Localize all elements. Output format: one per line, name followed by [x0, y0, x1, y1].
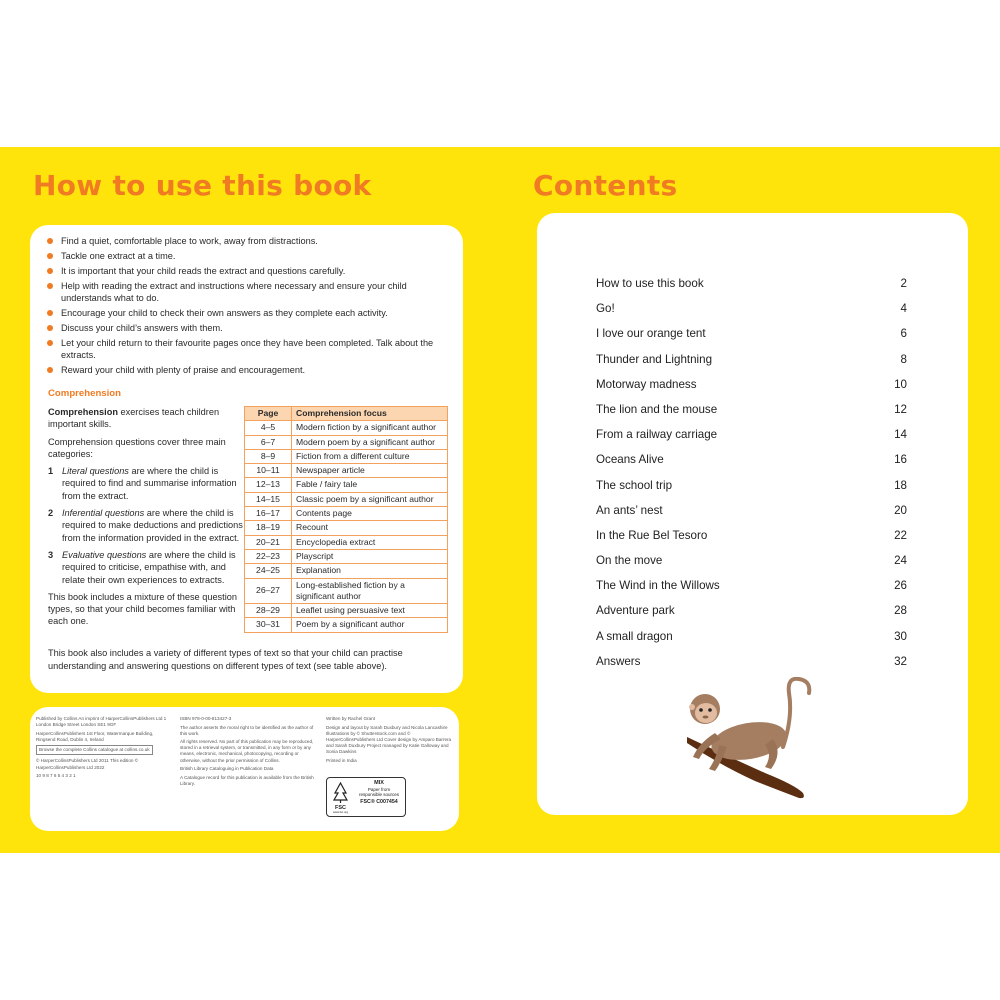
- table-row: [245, 618, 448, 632]
- toc-entry: [596, 422, 907, 447]
- list-item: Reward your child with plenty of praise and encouragement.: [44, 364, 439, 377]
- catalogue-link-box: Browse the complete Collins catalogue at collins.co.uk: [36, 745, 153, 755]
- toc-title: On the move: [596, 554, 663, 568]
- table-cell-page: 4–5: [245, 421, 292, 435]
- table-row: [245, 464, 448, 478]
- list-item: It is important that your child reads the extract and questions carefully.: [44, 265, 439, 278]
- column-header-page: Page: [245, 407, 292, 421]
- question-type-item: 2 Inferential questions are where the child is required to make deductions and predictions from the information provided in the extract.: [48, 508, 243, 543]
- toc-entry: [596, 296, 907, 321]
- bullet-dot-icon: [47, 340, 53, 346]
- toc-page-number: 18: [894, 478, 907, 492]
- svg-text:FSC: FSC: [335, 805, 346, 811]
- comprehension-heading: Comprehension: [48, 388, 122, 399]
- fsc-tree-icon: [331, 781, 350, 814]
- list-item: Help with reading the extract and instructions where necessary and ensure your child understands what to do.: [44, 280, 439, 305]
- table-cell-focus: Contents page: [292, 507, 448, 521]
- table-header-row: [245, 407, 448, 421]
- table-cell-page: 30–31: [245, 618, 292, 632]
- toc-page-number: 12: [894, 402, 907, 416]
- table-cell-focus: Leaflet using persuasive text: [292, 604, 448, 618]
- table-row: [245, 564, 448, 578]
- toc-title: Go!: [596, 302, 615, 316]
- table-cell-page: 18–19: [245, 521, 292, 535]
- closing-paragraph: This book also includes a variety of different types of text so that your child can practise understanding and answering questions on different types of text (see table above).: [48, 648, 403, 671]
- table-row: [245, 535, 448, 549]
- contents-card: [537, 213, 968, 815]
- bullet-dot-icon: [47, 310, 53, 316]
- table-cell-focus: Encyclopedia extract: [292, 535, 448, 549]
- toc-entry: [596, 271, 907, 296]
- toc-title: From a railway carriage: [596, 428, 718, 442]
- table-cell-focus: Explanation: [292, 564, 448, 578]
- table-cell-focus: Fable / fairy tale: [292, 478, 448, 492]
- toc-title: Adventure park: [596, 604, 675, 618]
- table-cell-page: 26–27: [245, 578, 292, 604]
- toc-title: Thunder and Lightning: [596, 352, 713, 366]
- toc-title: Motorway madness: [596, 377, 697, 391]
- list-item: Find a quiet, comfortable place to work, away from distractions.: [44, 235, 439, 248]
- table-cell-page: 24–25: [245, 564, 292, 578]
- imprint-credits-column: Written by Rachel Grant Design and layout by Sarah Duxbury and Nicola Lancashire Illustrations by © Shutterstock.com and © HarperCollinsPublishers Ltd Cover design by Amparo Barrera and Sarah Duxbury Project managed by Katie Galloway and Sonia Dawkins Printed in India: [326, 716, 452, 763]
- table-row: [245, 421, 448, 435]
- toc-entry: [596, 397, 907, 422]
- bullet-dot-icon: [47, 283, 53, 289]
- question-type-item: 1 Literal questions are where the child is required to find and summarise information from the extract.: [48, 466, 237, 501]
- question-types-mixture: This book includes a mixture of these question types, so that your child becomes familiar with each one.: [48, 591, 237, 627]
- table-cell-focus: Modern fiction by a significant author: [292, 421, 448, 435]
- bullet-dot-icon: [47, 367, 53, 373]
- toc-title: An ants’ nest: [596, 503, 663, 517]
- svg-text:www.fsc.org: www.fsc.org: [332, 810, 349, 814]
- toc-page-number: 28: [894, 604, 907, 618]
- toc-entry: [596, 321, 907, 346]
- fsc-mix-label: FSC www.fsc.org MIX Paper from responsible sources FSC® C007454: [326, 777, 406, 817]
- table-cell-page: 28–29: [245, 604, 292, 618]
- table-cell-page: 16–17: [245, 507, 292, 521]
- list-item: Let your child return to their favourite pages once they have been completed. Talk about the extracts.: [44, 337, 439, 362]
- table-row: [245, 435, 448, 449]
- toc-page-number: 10: [894, 377, 907, 391]
- toc-title: The lion and the mouse: [596, 402, 718, 416]
- table-cell-focus: Long-established fiction by a significant author: [292, 578, 448, 604]
- table-of-contents: [596, 271, 907, 674]
- table-row: [245, 478, 448, 492]
- toc-page-number: 6: [900, 327, 907, 341]
- toc-entry: [596, 598, 907, 623]
- toc-entry: [596, 548, 907, 573]
- toc-entry: [596, 624, 907, 649]
- toc-page-number: 24: [894, 554, 907, 568]
- bullet-dot-icon: [47, 253, 53, 259]
- toc-title: Oceans Alive: [596, 453, 664, 467]
- table-row: [245, 449, 448, 463]
- list-item: Tackle one extract at a time.: [44, 250, 439, 263]
- comprehension-intro: Comprehension exercises teach children important skills.: [48, 407, 220, 430]
- table-cell-page: 12–13: [245, 478, 292, 492]
- table-cell-focus: Fiction from a different culture: [292, 449, 448, 463]
- toc-title: The school trip: [596, 478, 673, 492]
- table-row: [245, 521, 448, 535]
- table-cell-page: 22–23: [245, 549, 292, 563]
- list-item: Discuss your child’s answers with them.: [44, 322, 439, 335]
- toc-title: How to use this book: [596, 277, 704, 290]
- instructions-card: [30, 225, 463, 693]
- toc-page-number: 4: [900, 302, 907, 316]
- table-cell-focus: Newspaper article: [292, 464, 448, 478]
- comprehension-text: [48, 406, 243, 633]
- toc-title: Answers: [596, 654, 641, 668]
- toc-entry: [596, 649, 907, 674]
- toc-entry: [596, 573, 907, 598]
- toc-page-number: 26: [894, 579, 907, 593]
- book-spread: [0, 147, 1000, 853]
- toc-page-number: 32: [894, 654, 907, 668]
- monkey-illustration-icon: [685, 677, 835, 807]
- toc-page-number: 30: [894, 629, 907, 643]
- table-cell-page: 20–21: [245, 535, 292, 549]
- table-cell-page: 8–9: [245, 449, 292, 463]
- toc-entry: [596, 523, 907, 548]
- toc-page-number: 8: [900, 352, 907, 366]
- toc-page-number: 16: [894, 453, 907, 467]
- comprehension-focus-table: [244, 406, 448, 633]
- table-cell-focus: Recount: [292, 521, 448, 535]
- table-cell-page: 14–15: [245, 492, 292, 506]
- bullet-dot-icon: [47, 238, 53, 244]
- page-title-contents: Contents: [533, 169, 678, 202]
- bullet-dot-icon: [47, 268, 53, 274]
- list-item: Encourage your child to check their own answers as they complete each activity.: [44, 307, 439, 320]
- imprint-rights-column: ISBN 978-0-00-813427-3 The author asserts the moral right to be identified as the author of this work. All rights reserved. No part of this publication may be reproduced, stored in a retrieval system, or transmitted, in any form or by any means, electronic, mechanical, photocopying, recording or otherwise, without the prior permission of Collins. British Library Cataloguing in Publication Data A Catalogue record for this publication is available from the British Library.: [180, 716, 314, 786]
- toc-entry: [596, 372, 907, 397]
- table-cell-focus: Playscript: [292, 549, 448, 563]
- table-cell-focus: Classic poem by a significant author: [292, 492, 448, 506]
- page-title-how-to-use: How to use this book: [33, 169, 372, 202]
- table-cell-page: 6–7: [245, 435, 292, 449]
- toc-page-number: 14: [894, 428, 907, 442]
- toc-title: The Wind in the Willows: [596, 579, 720, 593]
- toc-page-number: 20: [894, 503, 907, 517]
- table-cell-focus: Poem by a significant author: [292, 618, 448, 632]
- table-row: [245, 549, 448, 563]
- toc-page-number: 2: [900, 277, 907, 290]
- comprehension-categories: Comprehension questions cover three main categories:: [48, 436, 226, 459]
- tips-list: [44, 235, 439, 379]
- toc-title: A small dragon: [596, 629, 673, 643]
- table-row: [245, 507, 448, 521]
- column-header-focus: Comprehension focus: [292, 407, 448, 421]
- toc-entry: [596, 347, 907, 372]
- table-row: [245, 604, 448, 618]
- table-cell-page: 10–11: [245, 464, 292, 478]
- toc-entry: [596, 447, 907, 472]
- toc-title: In the Rue Bel Tesoro: [596, 528, 708, 542]
- table-row: [245, 578, 448, 604]
- table-row: [245, 492, 448, 506]
- toc-title: I love our orange tent: [596, 327, 706, 341]
- toc-entry: [596, 473, 907, 498]
- toc-page-number: 22: [894, 528, 907, 542]
- imprint-card: [30, 707, 459, 831]
- imprint-publisher-column: Published by Collins An imprint of HarperCollinsPublishers Ltd 1 London Bridge Street London SE1 9GF HarperCollinsPublishers 1st Floor, Watermarque Building, Ringsend Road, Dublin 4, Ireland Browse the complete Collins catalogue at collins.co.uk © HarperCollinsPublishers Ltd 2011 This edition © HarperCollinsPublishers Ltd 2022 10 9 8 7 6 5 4 3 2 1: [36, 716, 167, 779]
- question-type-item: 3 Evaluative questions are where the child is required to criticise, empathise with, and relate their own experiences to extracts.: [48, 549, 236, 585]
- table-cell-focus: Modern poem by a significant author: [292, 435, 448, 449]
- bullet-dot-icon: [47, 325, 53, 331]
- toc-entry: [596, 498, 907, 523]
